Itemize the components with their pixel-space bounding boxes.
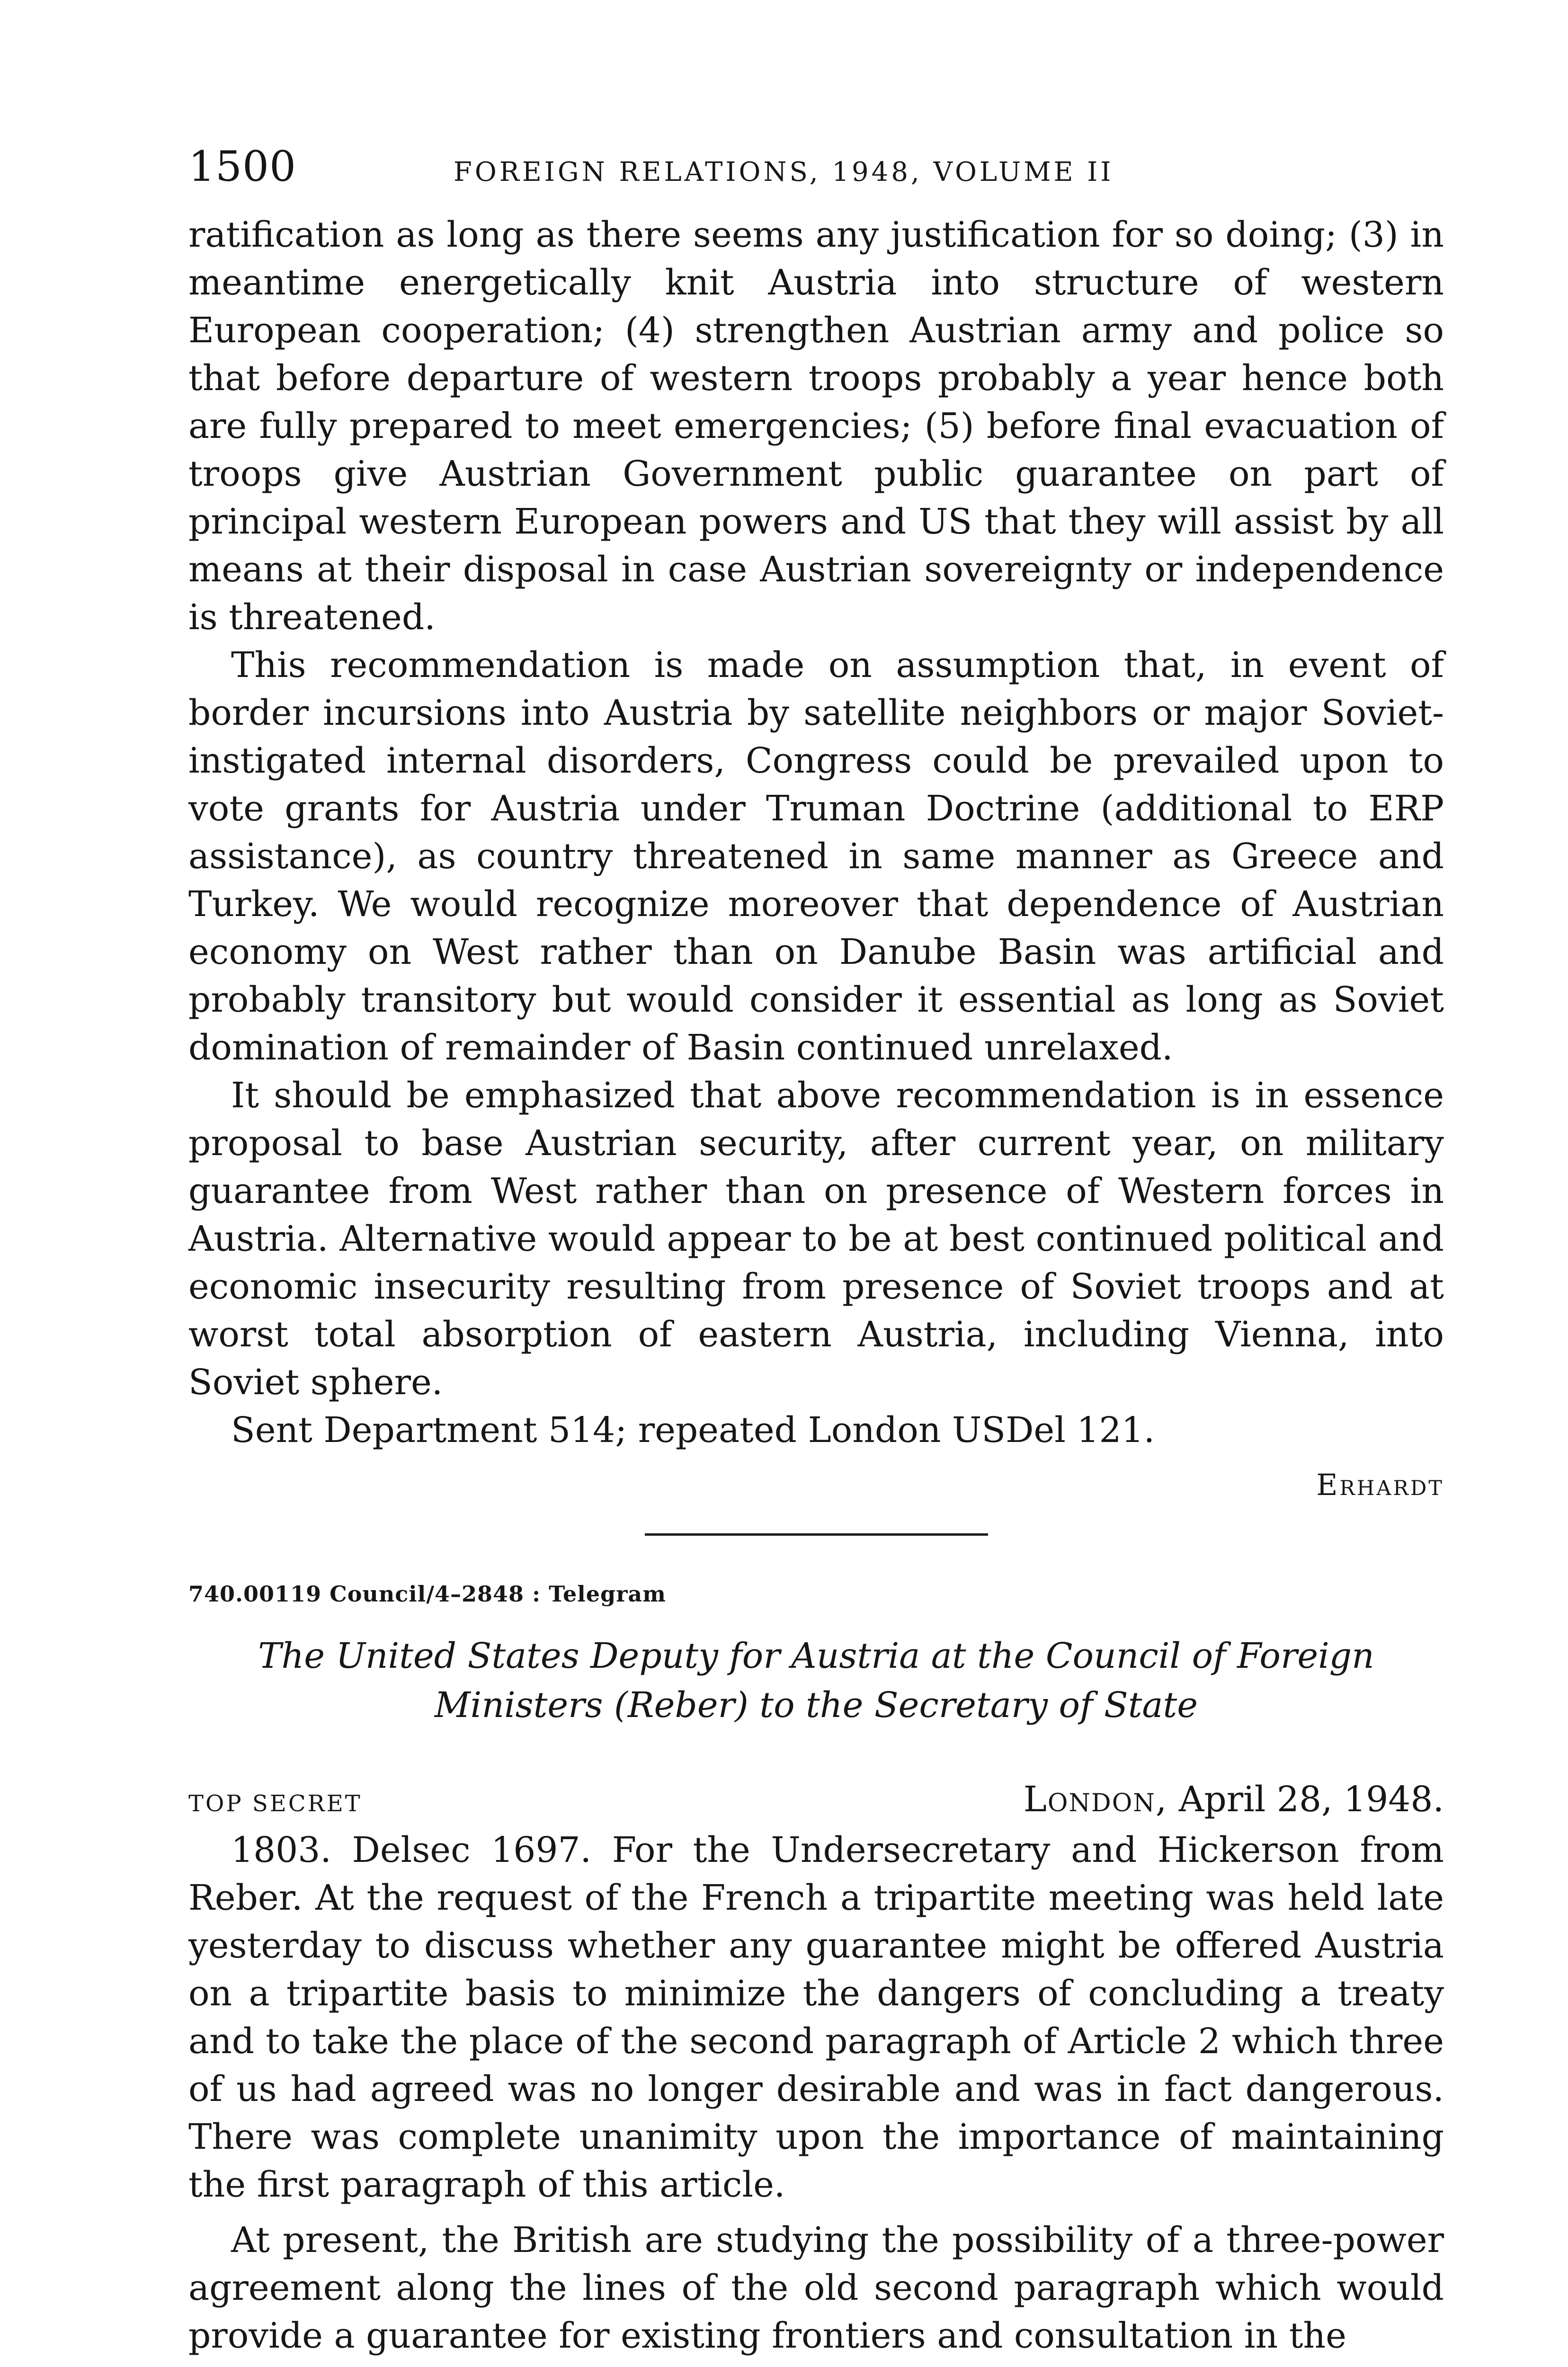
telegram-body <box>188 1826 1444 2360</box>
classification-label: TOP SECRET <box>188 1790 362 1817</box>
document-page <box>188 142 1444 2360</box>
dateline-row <box>188 1779 1444 1820</box>
continued-paragraph: It should be emphasized that above recommendation is in essence proposal to base Austrian security, after current year, on military guarantee from West rather than on presence of Western forces in Austria. Alternative would appear to be at best continued political and economic insecurity resulting from presence of Soviet troops and at worst total absorption of eastern Austria, including Vienna, into Soviet sphere. <box>188 1075 1444 1403</box>
signature: Erhardt <box>1316 1468 1444 1502</box>
section-divider <box>645 1533 988 1536</box>
document-title: The United States Deputy for Austria at the Council of Foreign Ministers (Reber) to the Secretary of State <box>258 1636 1374 1726</box>
running-head-title: FOREIGN RELATIONS, 1948, VOLUME II <box>454 157 1114 187</box>
body-paragraph: 1803. Delsec 1697. For the Undersecretary and Hickerson from Reber. At the request of the French a tripartite meeting was held late yesterday to discuss whether any guarantee might be offered Austria on a tripartite basis to minimize the dangers of concluding a treaty and to take the place of the second paragraph of Article 2 which three of us had agreed was no longer desirable and was in fact dangerous. There was complete unanimity upon the importance of maintaining the first paragraph of this article. <box>188 1830 1444 2205</box>
page-number: 1500 <box>188 142 296 191</box>
dateline-place: London, <box>1023 1779 1168 1820</box>
body-paragraph: At present, the British are studying the possibility of a three-power agreement along the lines of the old second paragraph which would provide a guarantee for existing frontiers and consultation in the <box>188 2220 1444 2356</box>
dateline-date: April 28, 1948. <box>1178 1779 1444 1820</box>
sent-line: Sent Department 514; repeated London USDel 121. <box>231 1410 1155 1450</box>
continued-paragraph: ratification as long as there seems any justification for so doing; (3) in meantime energetically knit Austria into structure of western European cooperation; (4) strengthen Austrian army and police so that before departure of western troops probably a year hence both are fully prepared to meet emergencies; (5) before final evacuation of troops give Austrian Government public guarantee on part of principal western European powers and US that they will assist by all means at their disposal in case Austrian sovereignty or independence is threatened. <box>188 214 1444 638</box>
continued-paragraph: This recommendation is made on assumption that, in event of border incursions into Austria by satellite neighbors or major Soviet-instigated internal disorders, Congress could be prevailed upon to vote grants for Austria under Truman Doctrine (additional to ERP assistance), as country threatened in same manner as Greece and Turkey. We would recognize moreover that dependence of Austrian economy on West rather than on Danube Basin was artificial and probably transitory but would consider it essential as long as Soviet domination of remainder of Basin continued unrelaxed. <box>188 645 1444 1068</box>
running-head <box>188 142 1444 208</box>
file-number: 740.00119 Council/4–2848 : Telegram <box>188 1581 666 1607</box>
dateline <box>1024 1779 1444 1820</box>
continued-telegram <box>188 211 1444 1509</box>
